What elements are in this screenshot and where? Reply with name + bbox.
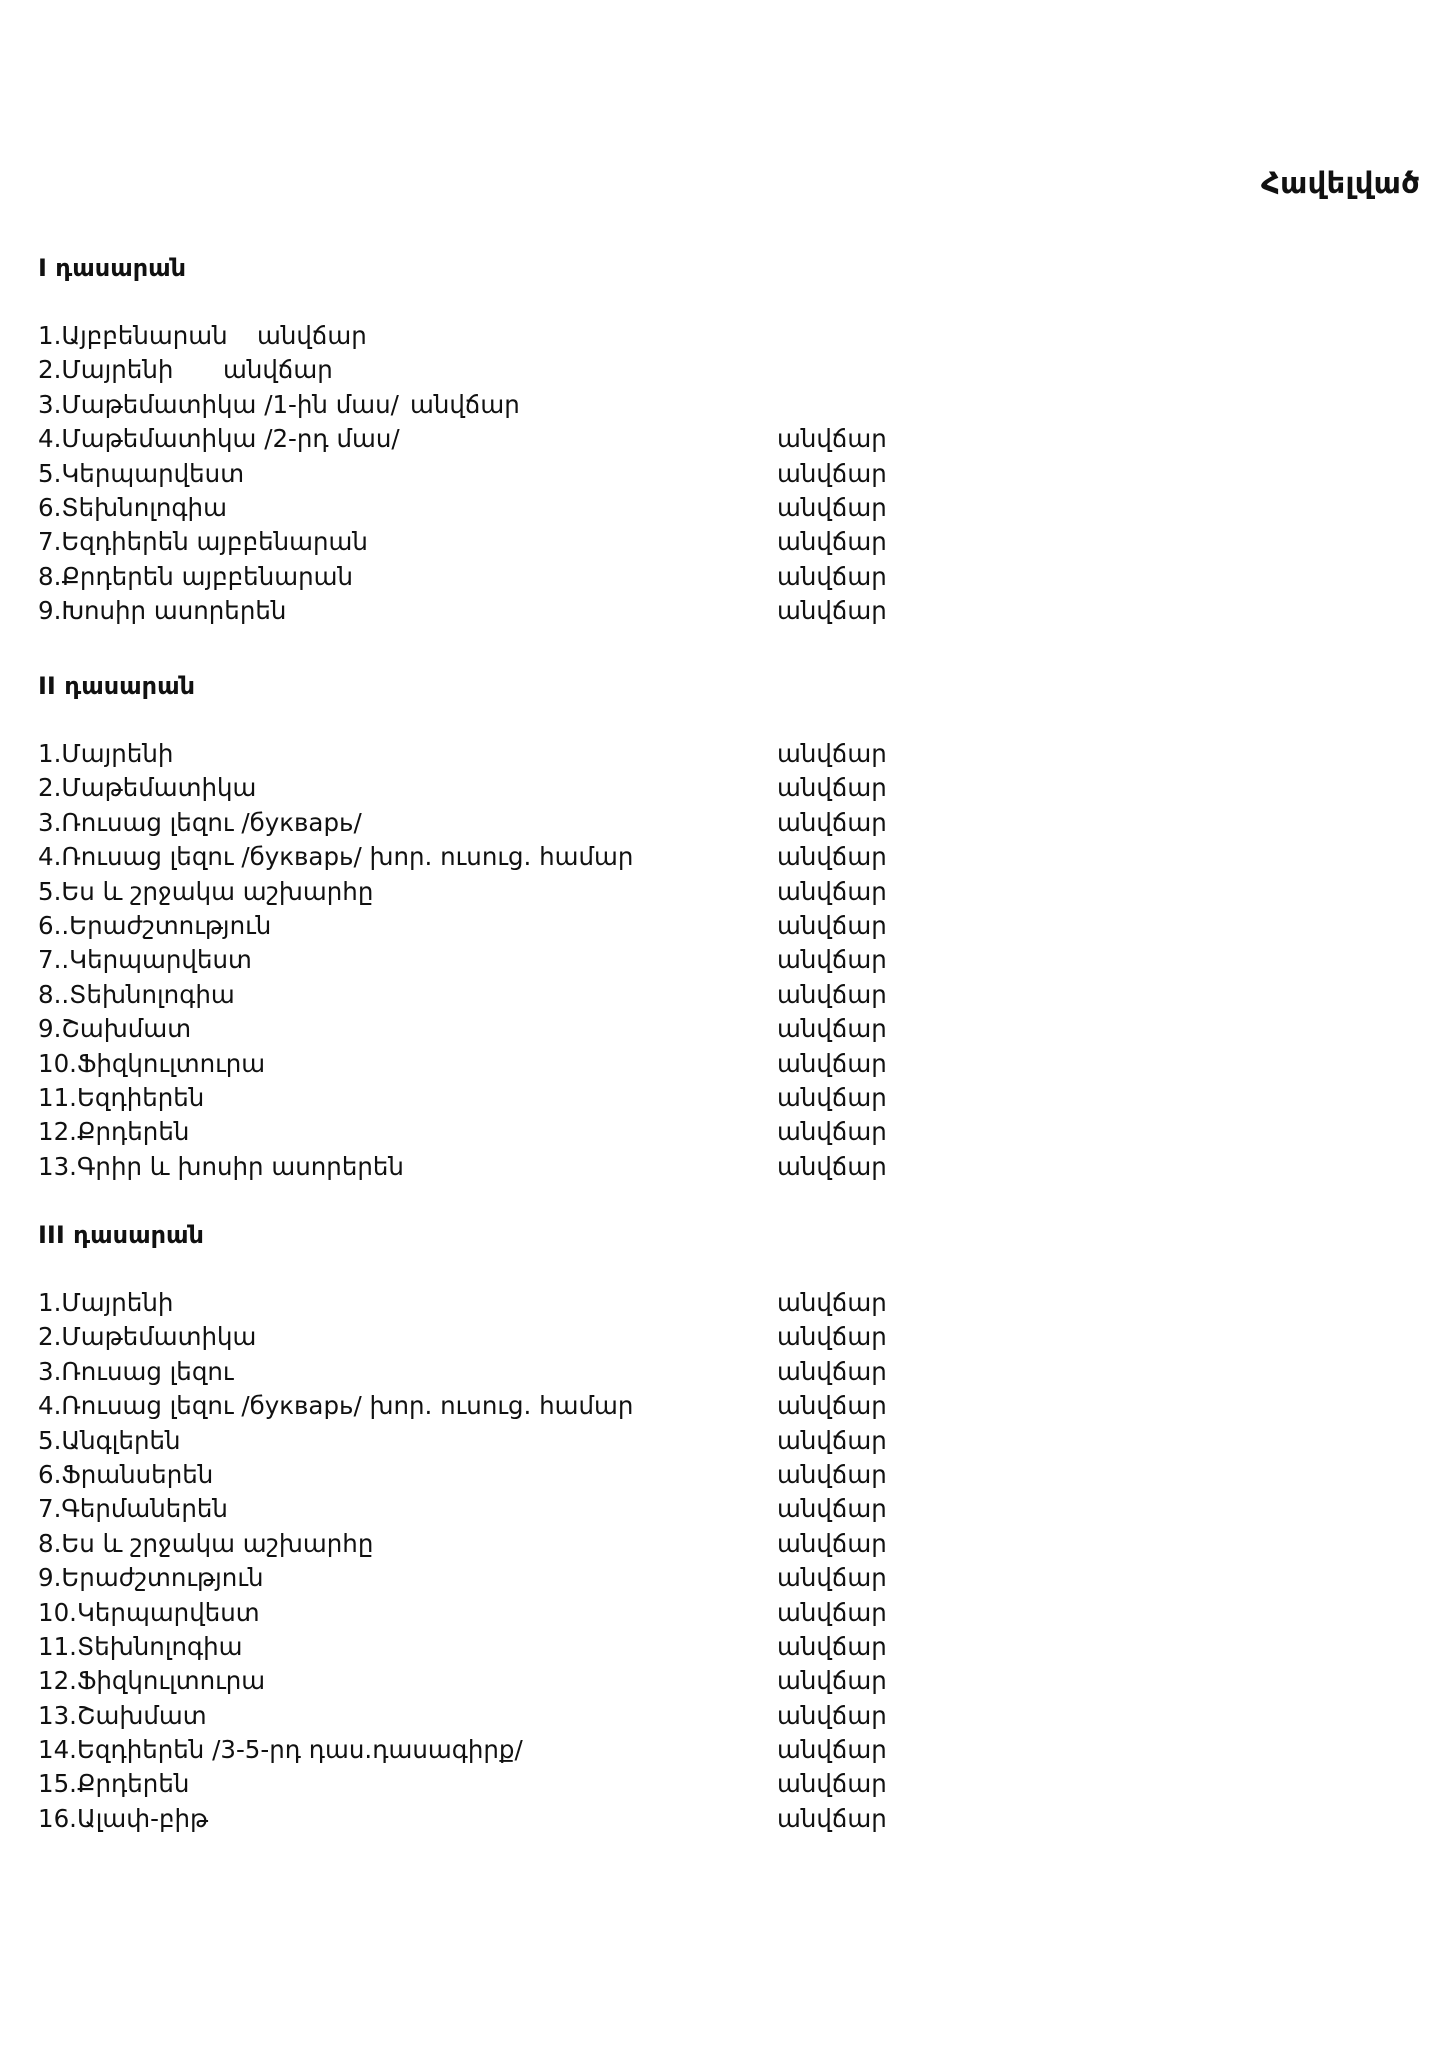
item-status: անվճար [777,1631,887,1661]
list-item [38,1389,1038,1423]
page-title: Հավելված [1260,166,1420,200]
item-name: 6.Տեխնոլոգիա [38,492,227,522]
item-status: անվճար [777,842,887,872]
list-item [38,1527,1038,1561]
item-status: անվճար [410,389,520,419]
list-item [38,422,1038,456]
item-status: անվճար [777,1494,887,1524]
list-item [38,1596,1038,1630]
item-status: անվճար [777,876,887,906]
item-name: 3.Ռուսաց լեզու /букварь/ [38,807,362,837]
item-status: անվճար [777,1048,887,1078]
item-status: անվճար [777,1528,887,1558]
list-item [38,1561,1038,1595]
item-name: 1.Այբբենարան [38,321,228,350]
list-item [38,1802,1038,1836]
list-item [38,840,1038,874]
item-name: 1.Մայրենի [38,739,174,768]
item-name: 4.Մաթեմատիկա /2-րդ մաս/ [38,424,400,454]
item-name: 4.Ռուսաց լեզու /букварь/ խոր. ուսուց. համար [38,1391,634,1421]
item-name: 15.Քրդերեն [38,1769,190,1799]
list-item [38,1458,1038,1492]
item-name: 7..Կերպարվեստ [38,945,252,975]
item-status: անվճար [777,1356,887,1386]
list-item [38,806,1038,840]
list-item [38,1115,1038,1149]
item-name: 9.Երաժշտություն [38,1563,264,1593]
item-status: անվճար [777,910,887,940]
list-item [38,978,1038,1012]
list-item [38,1286,1038,1320]
section-title: II դասարան [38,672,196,700]
item-status: անվճար [777,1014,887,1044]
list-item [38,737,1038,771]
item-name: 6.Ֆրանսերեն [38,1459,214,1489]
item-status: անվճար [777,492,887,522]
item-status: անվճար [777,1735,887,1765]
item-status: անվճար [777,1597,887,1627]
item-name: 13.Գրիր և խոսիր ասորերեն [38,1151,404,1181]
item-status: անվճար [777,1151,887,1181]
item-status: անվճար [777,1082,887,1112]
list-item [38,909,1038,943]
list-item [38,1424,1038,1458]
list-item [38,353,1038,387]
list-item [38,1492,1038,1526]
item-status: անվճար [223,355,333,385]
item-status: անվճար [777,1117,887,1147]
list-item [38,1047,1038,1081]
list-item [38,594,1038,628]
item-status: անվճար [777,945,887,975]
item-name: 5.Կերպարվեստ [38,458,245,488]
list-item [38,1012,1038,1046]
item-status: անվճար [777,1391,887,1421]
item-name: 12.Ֆիզկուլտուրա [38,1666,266,1696]
item-name: 5.Անգլերեն [38,1425,181,1455]
item-status: անվճար [777,1563,887,1593]
item-name: 11.Տեխնոլոգիա [38,1631,243,1661]
item-status: անվճար [777,1769,887,1799]
item-name: 12.Քրդերեն [38,1117,190,1147]
list-item [38,1699,1038,1733]
item-name: 10.Ֆիզկուլտուրա [38,1048,266,1078]
section-grade-1 [38,251,1038,629]
item-status: անվճար [777,561,887,591]
list-item [38,1081,1038,1115]
list-item [38,1150,1038,1184]
item-status: անվճար [777,1459,887,1489]
list-item [38,491,1038,525]
item-status: անվճար [777,739,887,768]
item-status: անվճար [777,424,887,454]
item-status: անվճար [777,773,887,803]
item-name: 8.Ես և շրջակա աշխարհը [38,1528,374,1558]
item-status: անվճար [257,321,367,350]
item-name: 7.Գերմաներեն [38,1494,228,1524]
list-item [38,1733,1038,1767]
item-name: 16.Ալափ-բիթ [38,1803,209,1833]
item-status: անվճար [777,979,887,1009]
item-name: 14.Եզդիերեն /3-5-րդ դաս.դասագիրք/ [38,1735,523,1765]
list-item [38,388,1038,422]
item-name: 3.Մաթեմատիկա /1-ին մաս/ [38,389,399,419]
item-name: 13.Շախմատ [38,1700,207,1730]
list-item [38,319,1038,353]
item-name: 2.Մաթեմատիկա [38,1322,257,1352]
item-name: 3.Ռուսաց լեզու [38,1356,234,1386]
list-item [38,1664,1038,1698]
item-name: 10.Կերպարվեստ [38,1597,260,1627]
item-status: անվճար [777,1288,887,1317]
item-name: 9.Խոսիր ասորերեն [38,596,287,626]
list-item [38,1355,1038,1389]
item-status: անվճար [777,1425,887,1455]
list-item [38,1767,1038,1801]
item-name: 11.Եզդիերեն [38,1082,205,1112]
section-title: I դասարան [38,254,187,282]
item-status: անվճար [777,1322,887,1352]
item-name: 7.Եզդիերեն այբբենարան [38,527,368,557]
list-item [38,560,1038,594]
item-status: անվճար [777,458,887,488]
item-name: 4.Ռուսաց լեզու /букварь/ խոր. ուսուց. համար [38,842,634,872]
list-item [38,771,1038,805]
list-item [38,1630,1038,1664]
list-item [38,457,1038,491]
item-status: անվճար [777,527,887,557]
item-name: 6..Երաժշտություն [38,910,272,940]
list-item [38,875,1038,909]
item-status: անվճար [777,1803,887,1833]
item-name: 2.Մաթեմատիկա [38,773,257,803]
item-name: 2.Մայրենի [38,355,174,385]
item-name: 1.Մայրենի [38,1288,174,1317]
section-grade-3 [38,1218,1038,1836]
item-status: անվճար [777,1666,887,1696]
item-name: 8..Տեխնոլոգիա [38,979,235,1009]
list-item [38,525,1038,559]
section-grade-2 [38,669,1038,1184]
list-item [38,943,1038,977]
item-status: անվճար [777,807,887,837]
section-title: III դասարան [38,1221,204,1249]
list-item [38,1320,1038,1354]
item-status: անվճար [777,1700,887,1730]
item-name: 8.Քրդերեն այբբենարան [38,561,354,591]
item-name: 5.Ես և շրջակա աշխարհը [38,876,374,906]
item-name: 9.Շախմատ [38,1014,192,1044]
item-status: անվճար [777,596,887,626]
